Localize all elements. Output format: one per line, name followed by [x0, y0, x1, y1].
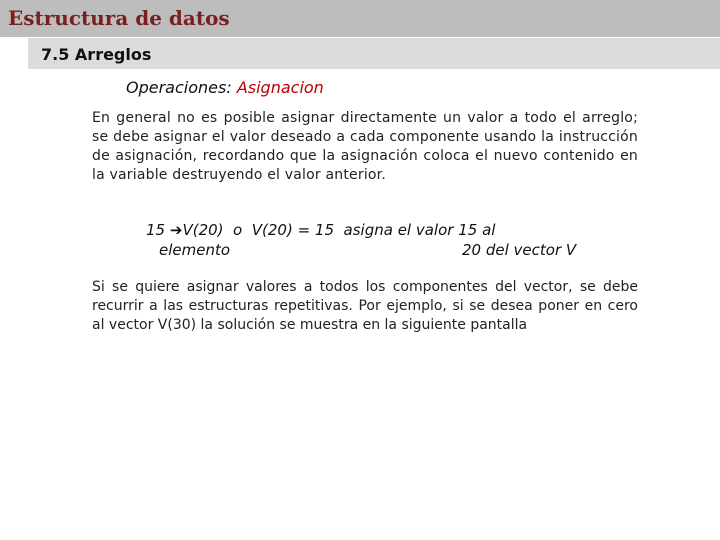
- operations-heading: [126, 78, 324, 97]
- section-title: 7.5 Arreglos: [41, 45, 152, 64]
- paragraph-intro: En general no es posible asignar directamente un valor a todo el arreglo; se debe asignar el valor deseado a cada componente usando la instrucción de asignación, recordando que la asignación coloca el nuevo contenido en la variable destruyendo el valor anterior.: [92, 110, 638, 183]
- example-rhs: V(20) o V(20) = 15 asigna el valor 15 al: [182, 221, 496, 239]
- example-lhs: 15: [146, 221, 166, 239]
- example-line-1: [146, 221, 495, 239]
- assignment-example: [146, 221, 606, 261]
- operations-value: Asignacion: [236, 78, 324, 97]
- operations-label: Operaciones:: [126, 78, 232, 97]
- example-line-2-right: 20 del vector V: [462, 241, 577, 259]
- example-line-2-left: elemento: [159, 241, 231, 259]
- section-bar: [28, 38, 720, 69]
- paragraph-loops: Si se quiere asignar valores a todos los componentes del vector, se debe recurrir a las estructuras repetitivas. Por ejemplo, si se desea poner en cero al vector V(30) la solución se muestra en la siguiente pantalla: [92, 279, 638, 333]
- slide-title: Estructura de datos: [8, 6, 230, 30]
- title-bar: [0, 0, 720, 37]
- arrow-right-icon: ➔: [169, 221, 183, 239]
